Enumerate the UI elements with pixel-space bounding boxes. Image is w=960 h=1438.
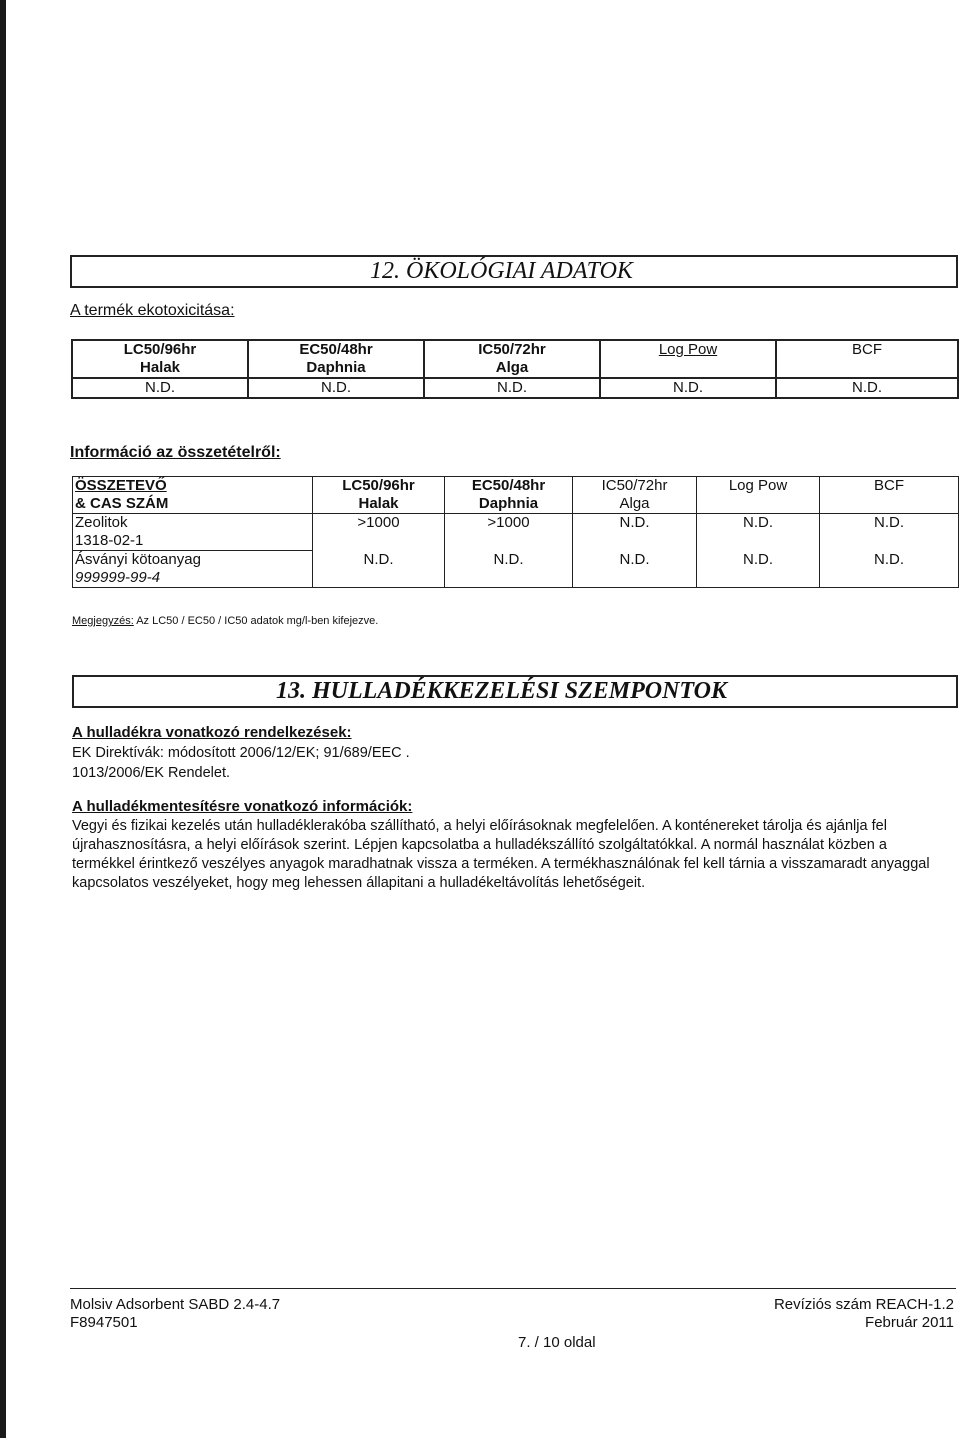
composition-header-line2: & CAS SZÁM	[75, 495, 169, 512]
units-note	[72, 615, 378, 627]
composition-label: Információ az összetételről:	[70, 444, 281, 461]
composition-value-cell: N.D.	[573, 514, 697, 551]
composition-name-cell	[73, 551, 313, 588]
composition-value-cell: >1000	[313, 514, 445, 551]
ecotox-header-cell	[72, 340, 248, 378]
units-note-label: Megjegyzés:	[72, 615, 134, 627]
footer-rule	[70, 1288, 956, 1289]
composition-name-cell	[73, 514, 313, 551]
ecotox-value-cell: N.D.	[600, 378, 776, 398]
ecotox-header-line1: Log Pow	[658, 341, 718, 358]
composition-row	[73, 551, 959, 588]
ecotox-value-cell: N.D.	[776, 378, 958, 398]
footer-date: Február 2011	[865, 1314, 954, 1331]
composition-header-cell	[820, 477, 959, 514]
section-12-title: 12. ÖKOLÓGIAI ADATOK	[370, 258, 633, 284]
composition-header-cell	[697, 477, 820, 514]
section-13-title-box	[72, 675, 958, 708]
ecotox-header-line2: Halak	[139, 359, 181, 376]
ecotox-table	[71, 339, 959, 399]
ecotox-header-cell	[600, 340, 776, 378]
ecotox-value-cell: N.D.	[248, 378, 424, 398]
composition-table	[72, 476, 959, 588]
composition-row	[73, 514, 959, 551]
composition-header-line1: ÖSSZETEVŐ	[75, 477, 167, 494]
composition-header-line1: IC50/72hr	[601, 477, 668, 494]
disposal-heading: A hulladékmentesítésre vonatkozó információk:	[72, 798, 413, 815]
ecotox-header-cell	[424, 340, 600, 378]
ecotox-header-line1: BCF	[852, 341, 882, 358]
composition-header-line1: LC50/96hr	[342, 477, 415, 494]
composition-value-cell: N.D.	[697, 514, 820, 551]
ecotox-header-cell	[776, 340, 958, 378]
composition-value-cell: N.D.	[313, 551, 445, 588]
composition-value-cell: N.D.	[697, 551, 820, 588]
composition-header-cell	[573, 477, 697, 514]
footer-code: F8947501	[70, 1314, 138, 1331]
ecotox-header-row	[72, 340, 958, 378]
footer-page: 7. / 10 oldal	[518, 1334, 596, 1351]
ecotox-header-cell	[248, 340, 424, 378]
composition-header-cell	[73, 477, 313, 514]
footer-revision: Revíziós szám REACH-1.2	[773, 1296, 954, 1313]
units-note-text: Az LC50 / EC50 / IC50 adatok mg/l-ben kifejezve.	[133, 615, 379, 627]
composition-name: Zeolitok	[75, 514, 128, 531]
section-12-title-box	[70, 255, 958, 288]
composition-cas: 999999-99-4	[75, 569, 161, 586]
ecotox-header-line2: Daphnia	[306, 359, 366, 376]
section-13-title: 13. HULLADÉKKEZELÉSI SZEMPONTOK	[276, 678, 727, 704]
composition-header-line2: Alga	[619, 495, 650, 512]
scan-edge-bar	[0, 0, 6, 1438]
composition-value-cell: >1000	[445, 514, 573, 551]
disposal-text: Vegyi és fizikai kezelés után hulladéklerakóba szállítható, a helyi előírásoknak megfelelően. A konténereket tárolja és ajánlja fel újrahasznosításra, a helyi előírások szerint. Lépjen kapcsolatba a hulladékszállító szolgáltatókkal. A normál használat közben a termékkel érintkező veszélyes anyagok maradhatnak vissza a terméken. A termékhasználónak fel kell tárnia a visszamaradt anyaggal kapcsolatos veszélyeket, hogy meg lehessen állapitani a hulladékeltávolítás lehetőségeit.	[72, 818, 930, 891]
composition-cas: 1318-02-1	[75, 532, 144, 549]
footer-product: Molsiv Adsorbent SABD 2.4-4.7	[70, 1296, 281, 1313]
composition-name: Ásványi kötoanyag	[75, 551, 201, 568]
ecotox-value-cell: N.D.	[424, 378, 600, 398]
ecotox-label: A termék ekotoxicitása:	[70, 302, 235, 319]
composition-header-line1: BCF	[874, 477, 904, 494]
composition-value-cell: N.D.	[820, 551, 959, 588]
ecotox-header-line1: IC50/72hr	[478, 341, 546, 358]
ecotox-header-line1: EC50/48hr	[299, 341, 373, 358]
ecotox-header-line1: LC50/96hr	[123, 341, 197, 358]
composition-value-cell: N.D.	[573, 551, 697, 588]
composition-header-line1: EC50/48hr	[471, 477, 546, 494]
composition-header-line1: Log Pow	[728, 477, 788, 494]
composition-value-cell: N.D.	[445, 551, 573, 588]
composition-header-cell	[313, 477, 445, 514]
ecotox-header-line2: Alga	[495, 359, 529, 376]
ecotox-value-row	[72, 378, 958, 398]
composition-header-cell	[445, 477, 573, 514]
composition-header-row	[73, 477, 959, 514]
composition-value-cell: N.D.	[820, 514, 959, 551]
waste-heading: A hulladékra vonatkozó rendelkezések:	[72, 724, 352, 741]
composition-header-line2: Daphnia	[478, 495, 539, 512]
waste-line-1: EK Direktívák: módosított 2006/12/EK; 91/689/EEC .	[72, 745, 410, 761]
waste-line-2: 1013/2006/EK Rendelet.	[72, 765, 231, 781]
ecotox-value-cell: N.D.	[72, 378, 248, 398]
composition-header-line2: Halak	[358, 495, 399, 512]
